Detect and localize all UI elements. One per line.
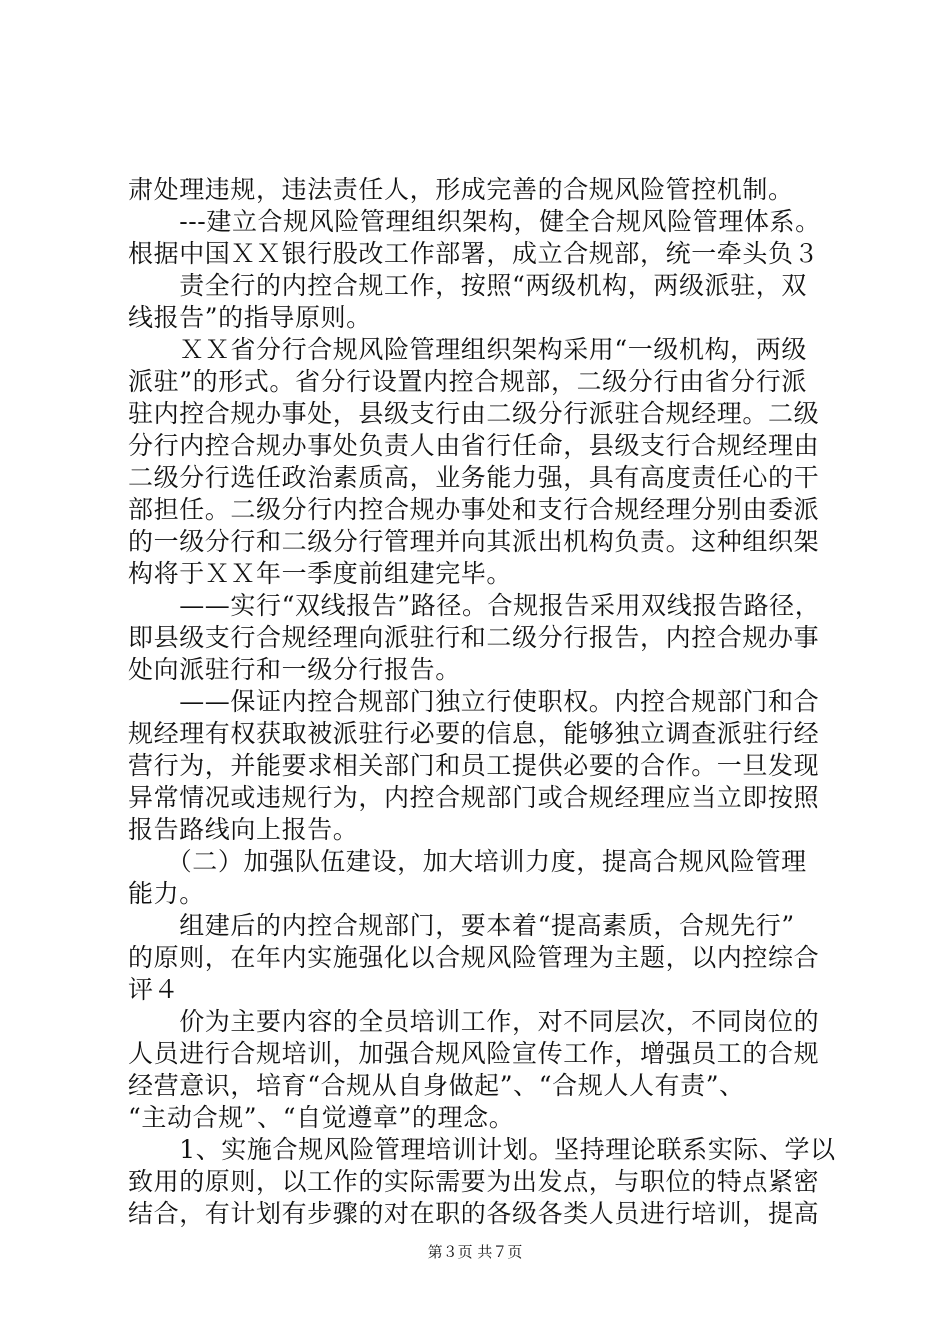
text-line: 处向派驻行和一级分行报告。 (128, 655, 461, 684)
text-line: 能力。 (128, 879, 205, 908)
text-line: 肃处理违规，违法责任人，形成完善的合规风险管控机制。 (128, 175, 794, 204)
text-line: 经营意识，培育“合规从自身做起”、“合规人人有责”、 (128, 1071, 745, 1100)
text-line: ——保证内控合规部门独立行使职权。内控合规部门和合 (128, 687, 820, 716)
text-line: （二）加强队伍建设，加大培训力度，提高合规风险管理 (128, 847, 807, 876)
text-line: 异常情况或违规行为，内控合规部门或合规经理应当立即按照 (128, 783, 820, 812)
text-line: 结合，有计划有步骤的对在职的各级各类人员进行培训，提高 (128, 1199, 820, 1228)
text-line: “主动合规”、“自觉遵章”的理念。 (128, 1103, 515, 1132)
text-line: 营行为，并能要求相关部门和员工提供必要的合作。一旦发现 (128, 751, 820, 780)
text-line: 的一级分行和二级分行管理并向其派出机构负责。这种组织架 (128, 527, 820, 556)
text-line: 的原则，在年内实施强化以合规风险管理为主题，以内控综合 (128, 943, 820, 972)
text-line: 线报告”的指导原则。 (128, 303, 372, 332)
text-line: 评４ (128, 975, 180, 1004)
text-line: 价为主要内容的全员培训工作，对不同层次，不同岗位的 (128, 1007, 820, 1036)
text-line: 组建后的内控合规部门，要本着“提高素质，合规先行” (128, 911, 795, 940)
text-line: 人员进行合规培训，加强合规风险宣传工作，增强员工的合规 (128, 1039, 820, 1068)
text-line: 派驻”的形式。省分行设置内控合规部，二级分行由省分行派 (128, 367, 807, 396)
text-line: 部担任。二级分行内控合规办事处和支行合规经理分别由委派 (128, 495, 820, 524)
text-line: ---建立合规风险管理组织架构，健全合规风险管理体系。 (128, 207, 821, 236)
text-line: 驻内控合规办事处，县级支行由二级分行派驻合规经理。二级 (128, 399, 820, 428)
text-line: 构将于ＸＸ年一季度前组建完毕。 (128, 559, 513, 588)
text-line: ＸＸ省分行合规风险管理组织架构采用“一级机构，两级 (128, 335, 807, 364)
text-line: 1、实施合规风险管理培训计划。坚持理论联系实际、学以 (128, 1135, 836, 1164)
page-number-footer: 第３页 共７页 (427, 1243, 523, 1261)
text-line: 报告路线向上报告。 (128, 815, 359, 844)
text-line: 规经理有权获取被派驻行必要的信息，能够独立调查派驻行经 (128, 719, 820, 748)
text-line: 责全行的内控合规工作，按照“两级机构，两级派驻，双 (128, 271, 807, 300)
text-line: ——实行“双线报告”路径。合规报告采用双线报告路径， (128, 591, 821, 620)
text-line: 致用的原则，以工作的实际需要为出发点，与职位的特点紧密 (128, 1167, 820, 1196)
text-line: 根据中国ＸＸ银行股改工作部署，成立合规部，统一牵头负３ (128, 239, 820, 268)
text-line: 分行内控合规办事处负责人由省行任命，县级支行合规经理由 (128, 431, 820, 460)
text-line: 二级分行选任政治素质高，业务能力强，具有高度责任心的干 (128, 463, 820, 492)
text-line: 即县级支行合规经理向派驻行和二级分行报告，内控合规办事 (128, 623, 820, 652)
